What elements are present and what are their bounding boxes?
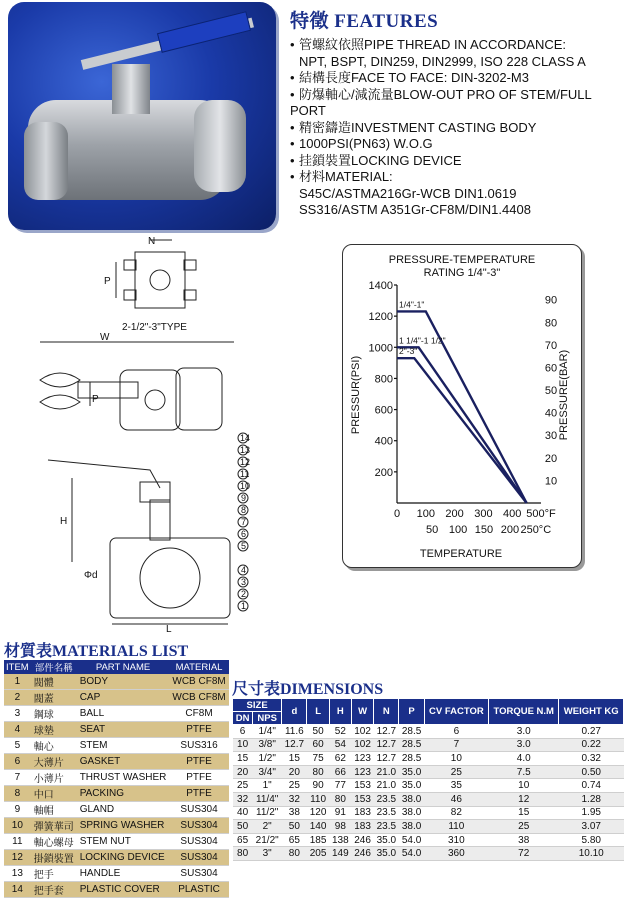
part-name: THRUST WASHER [77, 770, 170, 786]
x-tick-f: 500°F [526, 508, 556, 520]
dimension-cell: 310 [424, 833, 488, 847]
series-label: 1 1/4"-1 1/2" [399, 335, 446, 346]
item-number: 8 [4, 786, 31, 802]
dimension-cell: 6 [424, 725, 488, 739]
item-number: 11 [4, 834, 31, 850]
col-material: MATERIAL [169, 660, 228, 674]
callout: 13 [240, 445, 251, 455]
dimension-cell: 54.0 [399, 847, 424, 861]
dimension-cell: 23.5 [374, 792, 399, 806]
callout: 5 [241, 541, 247, 551]
dimension-cell: 54.0 [399, 833, 424, 847]
callout: 2 [241, 589, 247, 599]
type-label: 2-1/2"-3"TYPE [122, 322, 187, 333]
dimension-cell: 1/2" [253, 752, 282, 766]
part-name: LOCKING DEVICE [77, 850, 170, 866]
dimension-cell: 3.0 [488, 725, 559, 739]
dimension-cell: 25 [282, 779, 307, 793]
part-chinese-name: 軸帽 [31, 802, 77, 818]
part-chinese-name: 閥體 [31, 674, 77, 690]
dimension-cell: 123 [351, 752, 373, 766]
material-name: PTFE [169, 722, 228, 738]
dimension-cell: 62 [329, 752, 351, 766]
dimension-cell: 3/4" [253, 765, 282, 779]
dimension-cell: 0.74 [559, 779, 624, 793]
dimension-cell: 11/4" [253, 792, 282, 806]
dimension-cell: 46 [424, 792, 488, 806]
feature-item: • 防爆軸心/減流量BLOW-OUT PRO OF STEM/FULL PORT [290, 86, 592, 118]
dimension-cell: 66 [329, 765, 351, 779]
y-axis-label-right: PRESSURE(BAR) [558, 349, 570, 441]
dimension-cell: 38 [282, 806, 307, 820]
dimension-cell: 11.6 [282, 725, 307, 739]
dimensions-header-row [233, 699, 624, 712]
x-axis-label: TEMPERATURE [419, 548, 503, 560]
dimension-cell: 82 [424, 806, 488, 820]
dimension-cell: 102 [351, 725, 373, 739]
callout: 8 [241, 505, 247, 515]
col-nps: NPS [253, 712, 282, 725]
dimension-cell: 21.0 [374, 765, 399, 779]
dimension-cell: 12 [488, 792, 559, 806]
dimension-cell: 23.5 [374, 820, 399, 834]
y-axis-label-left: PRESSUR(PSI) [350, 355, 362, 435]
dimension-row [233, 833, 624, 847]
item-number: 10 [4, 818, 31, 834]
valve-end-cap-left [24, 122, 68, 200]
dimension-row [233, 847, 624, 861]
part-chinese-name: 小薄片 [31, 770, 77, 786]
features-title: 特徵 FEATURES [290, 11, 439, 32]
dimension-cell: 0.22 [559, 738, 624, 752]
part-name: BODY [77, 674, 170, 690]
dimension-cell: 50 [307, 725, 329, 739]
feature-item: • 精密鑄造INVESTMENT CASTING BODY [290, 119, 537, 135]
chart-subtitle: RATING 1/4"-3" [423, 267, 501, 279]
dimension-cell: 15 [233, 752, 253, 766]
dimension-cell: 12.7 [374, 725, 399, 739]
item-number: 13 [4, 866, 31, 882]
material-row [4, 722, 229, 738]
dimension-cell: 3.0 [488, 738, 559, 752]
dimension-cell: 153 [351, 779, 373, 793]
part-name: STEM NUT [77, 834, 170, 850]
dimension-cell: 35.0 [374, 833, 399, 847]
dimension-cell: 15 [282, 752, 307, 766]
chart-svg [343, 245, 581, 567]
dimension-row [233, 806, 624, 820]
material-row [4, 754, 229, 770]
dimension-cell: 3.07 [559, 820, 624, 834]
part-name: CAP [77, 690, 170, 706]
material-row [4, 770, 229, 786]
x-tick-c: 200 [500, 524, 520, 536]
dimension-cell: 80 [282, 847, 307, 861]
dimension-cell: 3/8" [253, 738, 282, 752]
dimension-cell: 120 [307, 806, 329, 820]
dimension-cell: 4.0 [488, 752, 559, 766]
item-number: 7 [4, 770, 31, 786]
dimension-cell: 25 [424, 765, 488, 779]
dimension-cell: 32 [282, 792, 307, 806]
col-d: d [282, 699, 307, 725]
col-size: SIZE [233, 699, 282, 712]
dimension-cell: 1.95 [559, 806, 624, 820]
callout: 11 [240, 469, 250, 479]
col-dn: DN [233, 712, 253, 725]
y-tick-left: 200 [374, 466, 393, 479]
valve-stem [112, 64, 150, 114]
material-name: SUS304 [169, 818, 228, 834]
dimension-cell: 246 [351, 833, 373, 847]
part-chinese-name: 閥蓋 [31, 690, 77, 706]
material-name: SUS304 [169, 834, 228, 850]
dimension-cell: 205 [307, 847, 329, 861]
dimension-cell: 98 [329, 820, 351, 834]
dimension-cell: 75 [307, 752, 329, 766]
dimension-cell: 183 [351, 820, 373, 834]
y-tick-right: 20 [544, 452, 558, 465]
y-tick-right: 50 [544, 385, 558, 398]
dimension-cell: 90 [307, 779, 329, 793]
dimensions-title: 尺寸表DIMENSIONS [232, 681, 384, 698]
dimension-cell: 25 [488, 820, 559, 834]
dimension-cell: 138 [329, 833, 351, 847]
dimension-cell: 21/2" [253, 833, 282, 847]
part-name: GASKET [77, 754, 170, 770]
feature-item: • 挂鎖裝置LOCKING DEVICE [290, 152, 462, 168]
x-tick-f: 300 [474, 508, 493, 520]
x-tick-c: 100 [448, 524, 468, 536]
valve-end-cap-right [194, 100, 246, 192]
item-number: 14 [4, 882, 31, 898]
dimension-cell: 12.7 [374, 738, 399, 752]
col-cv: CV FACTOR [424, 699, 488, 725]
dimension-cell: 54 [329, 738, 351, 752]
dimension-cell: 38.0 [399, 806, 424, 820]
dimension-cell: 28.5 [399, 738, 424, 752]
dimension-cell: 10.10 [559, 847, 624, 861]
dimension-row [233, 792, 624, 806]
callout: 3 [241, 577, 247, 587]
y-tick-right: 10 [544, 475, 558, 488]
material-row [4, 818, 229, 834]
part-name: SEAT [77, 722, 170, 738]
dimension-cell: 11/2" [253, 806, 282, 820]
col-chinese-name: 部件名稱 [31, 660, 77, 674]
dimension-cell: 77 [329, 779, 351, 793]
dimension-cell: 0.32 [559, 752, 624, 766]
dimension-row [233, 752, 624, 766]
item-number: 4 [4, 722, 31, 738]
dimension-cell: 12.7 [282, 738, 307, 752]
part-chinese-name: 彈簧華司 [31, 818, 77, 834]
item-number: 9 [4, 802, 31, 818]
dim-l-label: L [166, 624, 172, 632]
side-view [40, 332, 234, 430]
material-name: CF8M [169, 706, 228, 722]
material-name: WCB CF8M [169, 674, 228, 690]
dimension-cell: 38.0 [399, 792, 424, 806]
item-number: 2 [4, 690, 31, 706]
dimension-cell: 1" [253, 779, 282, 793]
dimension-cell: 0.50 [559, 765, 624, 779]
part-chinese-name: 球墊 [31, 722, 77, 738]
col-item: ITEM [6, 661, 29, 673]
dimension-cell: 12.7 [374, 752, 399, 766]
dim-p-label: P [104, 276, 111, 287]
materials-table [4, 660, 229, 898]
part-name: PACKING [77, 786, 170, 802]
y-tick-left: 1400 [368, 280, 393, 292]
item-number: 1 [4, 674, 31, 690]
dimension-cell: 25 [233, 779, 253, 793]
feature-item: • 結構長度FACE TO FACE: DIN-3202-M3 [290, 70, 529, 85]
callout: 4 [241, 565, 247, 575]
material-name: PTFE [169, 754, 228, 770]
x-tick-c: 250°C [520, 524, 552, 536]
series-label: 1/4"-1" [399, 299, 425, 310]
callout: 6 [241, 529, 247, 539]
part-chinese-name: 把手 [31, 866, 77, 882]
callout: 9 [241, 493, 247, 503]
x-tick-f: 200 [445, 508, 464, 520]
dimension-cell: 246 [351, 847, 373, 861]
col-l: L [307, 699, 329, 725]
feature-item: S45C/ASTMA216Gr-WCB DIN1.0619 [299, 185, 517, 201]
technical-drawing [0, 232, 340, 632]
part-chinese-name: 掛鎖裝置 [31, 850, 77, 866]
dimension-cell: 52 [329, 725, 351, 739]
dimension-cell: 28.5 [399, 725, 424, 739]
x-tick-f: 0 [393, 508, 401, 520]
dimension-cell: 50 [233, 820, 253, 834]
part-chinese-name: 軸心 [31, 738, 77, 754]
dimension-cell: 38 [488, 833, 559, 847]
y-tick-left: 1200 [368, 311, 393, 324]
col-part-name: PART NAME [77, 660, 170, 674]
dimension-cell: 10 [488, 779, 559, 793]
y-tick-left: 800 [374, 373, 393, 386]
dimension-cell: 65 [233, 833, 253, 847]
dimension-cell: 3" [253, 847, 282, 861]
material-row [4, 850, 229, 866]
x-tick-f: 100 [416, 508, 435, 520]
material-row [4, 674, 229, 690]
material-row [4, 834, 229, 850]
dimension-cell: 35 [424, 779, 488, 793]
dimension-row [233, 765, 624, 779]
dimension-cell: 185 [307, 833, 329, 847]
materials-title: 材質表MATERIALS LIST [4, 643, 189, 660]
dimension-cell: 60 [307, 738, 329, 752]
feature-item: NPT, BSPT, DIN259, DIN2999, ISO 228 CLASS A [299, 53, 586, 69]
dimension-cell: 15 [488, 806, 559, 820]
materials-header-row [4, 660, 229, 674]
part-chinese-name: 鋼球 [31, 706, 77, 722]
dimension-cell: 32 [233, 792, 253, 806]
series-label: 2"-3" [399, 346, 418, 357]
col-p: P [399, 699, 424, 725]
dimension-cell: 10 [233, 738, 253, 752]
dimension-cell: 110 [424, 820, 488, 834]
part-chinese-name: 軸心螺母 [31, 834, 77, 850]
material-name: SUS304 [169, 850, 228, 866]
part-chinese-name: 中口 [31, 786, 77, 802]
handle-grip [157, 11, 251, 53]
dimension-cell: 35.0 [399, 779, 424, 793]
dimension-cell: 10 [424, 752, 488, 766]
dimension-cell: 21.0 [374, 779, 399, 793]
pressure-temperature-chart [342, 244, 582, 568]
callout: 14 [240, 433, 251, 443]
part-chinese-name: 把手套 [31, 882, 77, 898]
y-tick-right: 60 [544, 362, 558, 375]
dimension-cell: 80 [233, 847, 253, 861]
dimension-cell: 20 [233, 765, 253, 779]
top-view [104, 236, 196, 333]
dimension-cell: 65 [282, 833, 307, 847]
dimension-cell: 7.5 [488, 765, 559, 779]
dimension-cell: 149 [329, 847, 351, 861]
dimension-cell: 2" [253, 820, 282, 834]
features-section [290, 6, 624, 219]
dimension-cell: 183 [351, 806, 373, 820]
material-row [4, 706, 229, 722]
callout: 10 [240, 481, 251, 491]
x-tick-c: 150 [474, 524, 494, 536]
dimension-cell: 153 [351, 792, 373, 806]
col-weight: WEIGHT KG [559, 699, 624, 725]
dimension-row [233, 779, 624, 793]
dim-d-label: Φd [84, 570, 98, 581]
callout-numbers [238, 433, 250, 611]
dimension-cell: 110 [307, 792, 329, 806]
material-name: SUS316 [169, 738, 228, 754]
dimension-cell: 360 [424, 847, 488, 861]
dimension-cell: 35.0 [399, 765, 424, 779]
dimension-cell: 7 [424, 738, 488, 752]
x-tick-f: 400 [503, 508, 522, 520]
part-name: SPRING WASHER [77, 818, 170, 834]
dimension-cell: 140 [307, 820, 329, 834]
product-photo [8, 2, 276, 230]
section-view [48, 460, 230, 632]
part-chinese-name: 大薄片 [31, 754, 77, 770]
dimension-cell: 38.0 [399, 820, 424, 834]
dim-w-label: W [100, 332, 110, 343]
material-name: PTFE [169, 786, 228, 802]
material-name: PLASTIC [169, 882, 228, 898]
dimension-row [233, 725, 624, 739]
dimension-cell: 91 [329, 806, 351, 820]
y-tick-right: 40 [544, 407, 558, 420]
part-name: STEM [77, 738, 170, 754]
material-row [4, 738, 229, 754]
dimension-cell: 102 [351, 738, 373, 752]
dimension-cell: 80 [307, 765, 329, 779]
material-row [4, 866, 229, 882]
y-tick-left: 600 [374, 404, 393, 417]
part-name: GLAND [77, 802, 170, 818]
material-name: PTFE [169, 770, 228, 786]
material-row [4, 882, 229, 898]
dimension-cell: 0.27 [559, 725, 624, 739]
x-tick-c: 50 [426, 524, 439, 536]
dimension-row [233, 820, 624, 834]
dim-n-label: N [148, 236, 156, 247]
dimensions-table [232, 698, 624, 861]
dimension-row [233, 738, 624, 752]
part-name: PLASTIC COVER [77, 882, 170, 898]
dimension-cell: 40 [233, 806, 253, 820]
feature-item: • 管螺紋依照PIPE THREAD IN ACCORDANCE: [290, 37, 567, 52]
dim-p-label-2: P [92, 394, 99, 405]
y-tick-right: 70 [544, 339, 558, 352]
feature-item: SS316/ASTM A351Gr-CF8M/DIN1.4408 [299, 202, 531, 217]
material-name: SUS304 [169, 866, 228, 882]
chart-title: PRESSURE-TEMPERATURE [388, 254, 536, 266]
item-number: 6 [4, 754, 31, 770]
y-tick-right: 80 [544, 317, 558, 330]
dimension-cell: 5.80 [559, 833, 624, 847]
material-name: SUS304 [169, 802, 228, 818]
y-tick-right: 90 [544, 294, 558, 307]
part-name: HANDLE [77, 866, 170, 882]
dimension-cell: 123 [351, 765, 373, 779]
dimension-cell: 50 [282, 820, 307, 834]
y-tick-left: 400 [374, 435, 393, 448]
col-torque: TORQUE N.M [488, 699, 559, 725]
dimension-cell: 1.28 [559, 792, 624, 806]
dimension-cell: 23.5 [374, 806, 399, 820]
col-n: N [374, 699, 399, 725]
part-name: BALL [77, 706, 170, 722]
dimension-cell: 1/4" [253, 725, 282, 739]
feature-item: • 1000PSI(PN63) W.O.G [290, 136, 433, 151]
col-w: W [351, 699, 373, 725]
callout: 1 [241, 601, 247, 611]
callout: 12 [240, 457, 251, 467]
item-number: 5 [4, 738, 31, 754]
dim-h-label: H [60, 516, 68, 527]
dimension-cell: 80 [329, 792, 351, 806]
dimension-cell: 72 [488, 847, 559, 861]
material-name: WCB CF8M [169, 690, 228, 706]
col-h: H [329, 699, 351, 725]
y-tick-right: 30 [544, 430, 558, 443]
dimension-cell: 35.0 [374, 847, 399, 861]
item-number: 12 [4, 850, 31, 866]
y-tick-left: 1000 [368, 342, 393, 355]
feature-item: • 材料MATERIAL: [290, 169, 393, 184]
dimension-cell: 20 [282, 765, 307, 779]
callout: 7 [241, 517, 247, 527]
material-row [4, 786, 229, 802]
dimension-cell: 28.5 [399, 752, 424, 766]
material-row [4, 802, 229, 818]
material-row [4, 690, 229, 706]
item-number: 3 [4, 706, 31, 722]
dimension-cell: 6 [233, 725, 253, 739]
